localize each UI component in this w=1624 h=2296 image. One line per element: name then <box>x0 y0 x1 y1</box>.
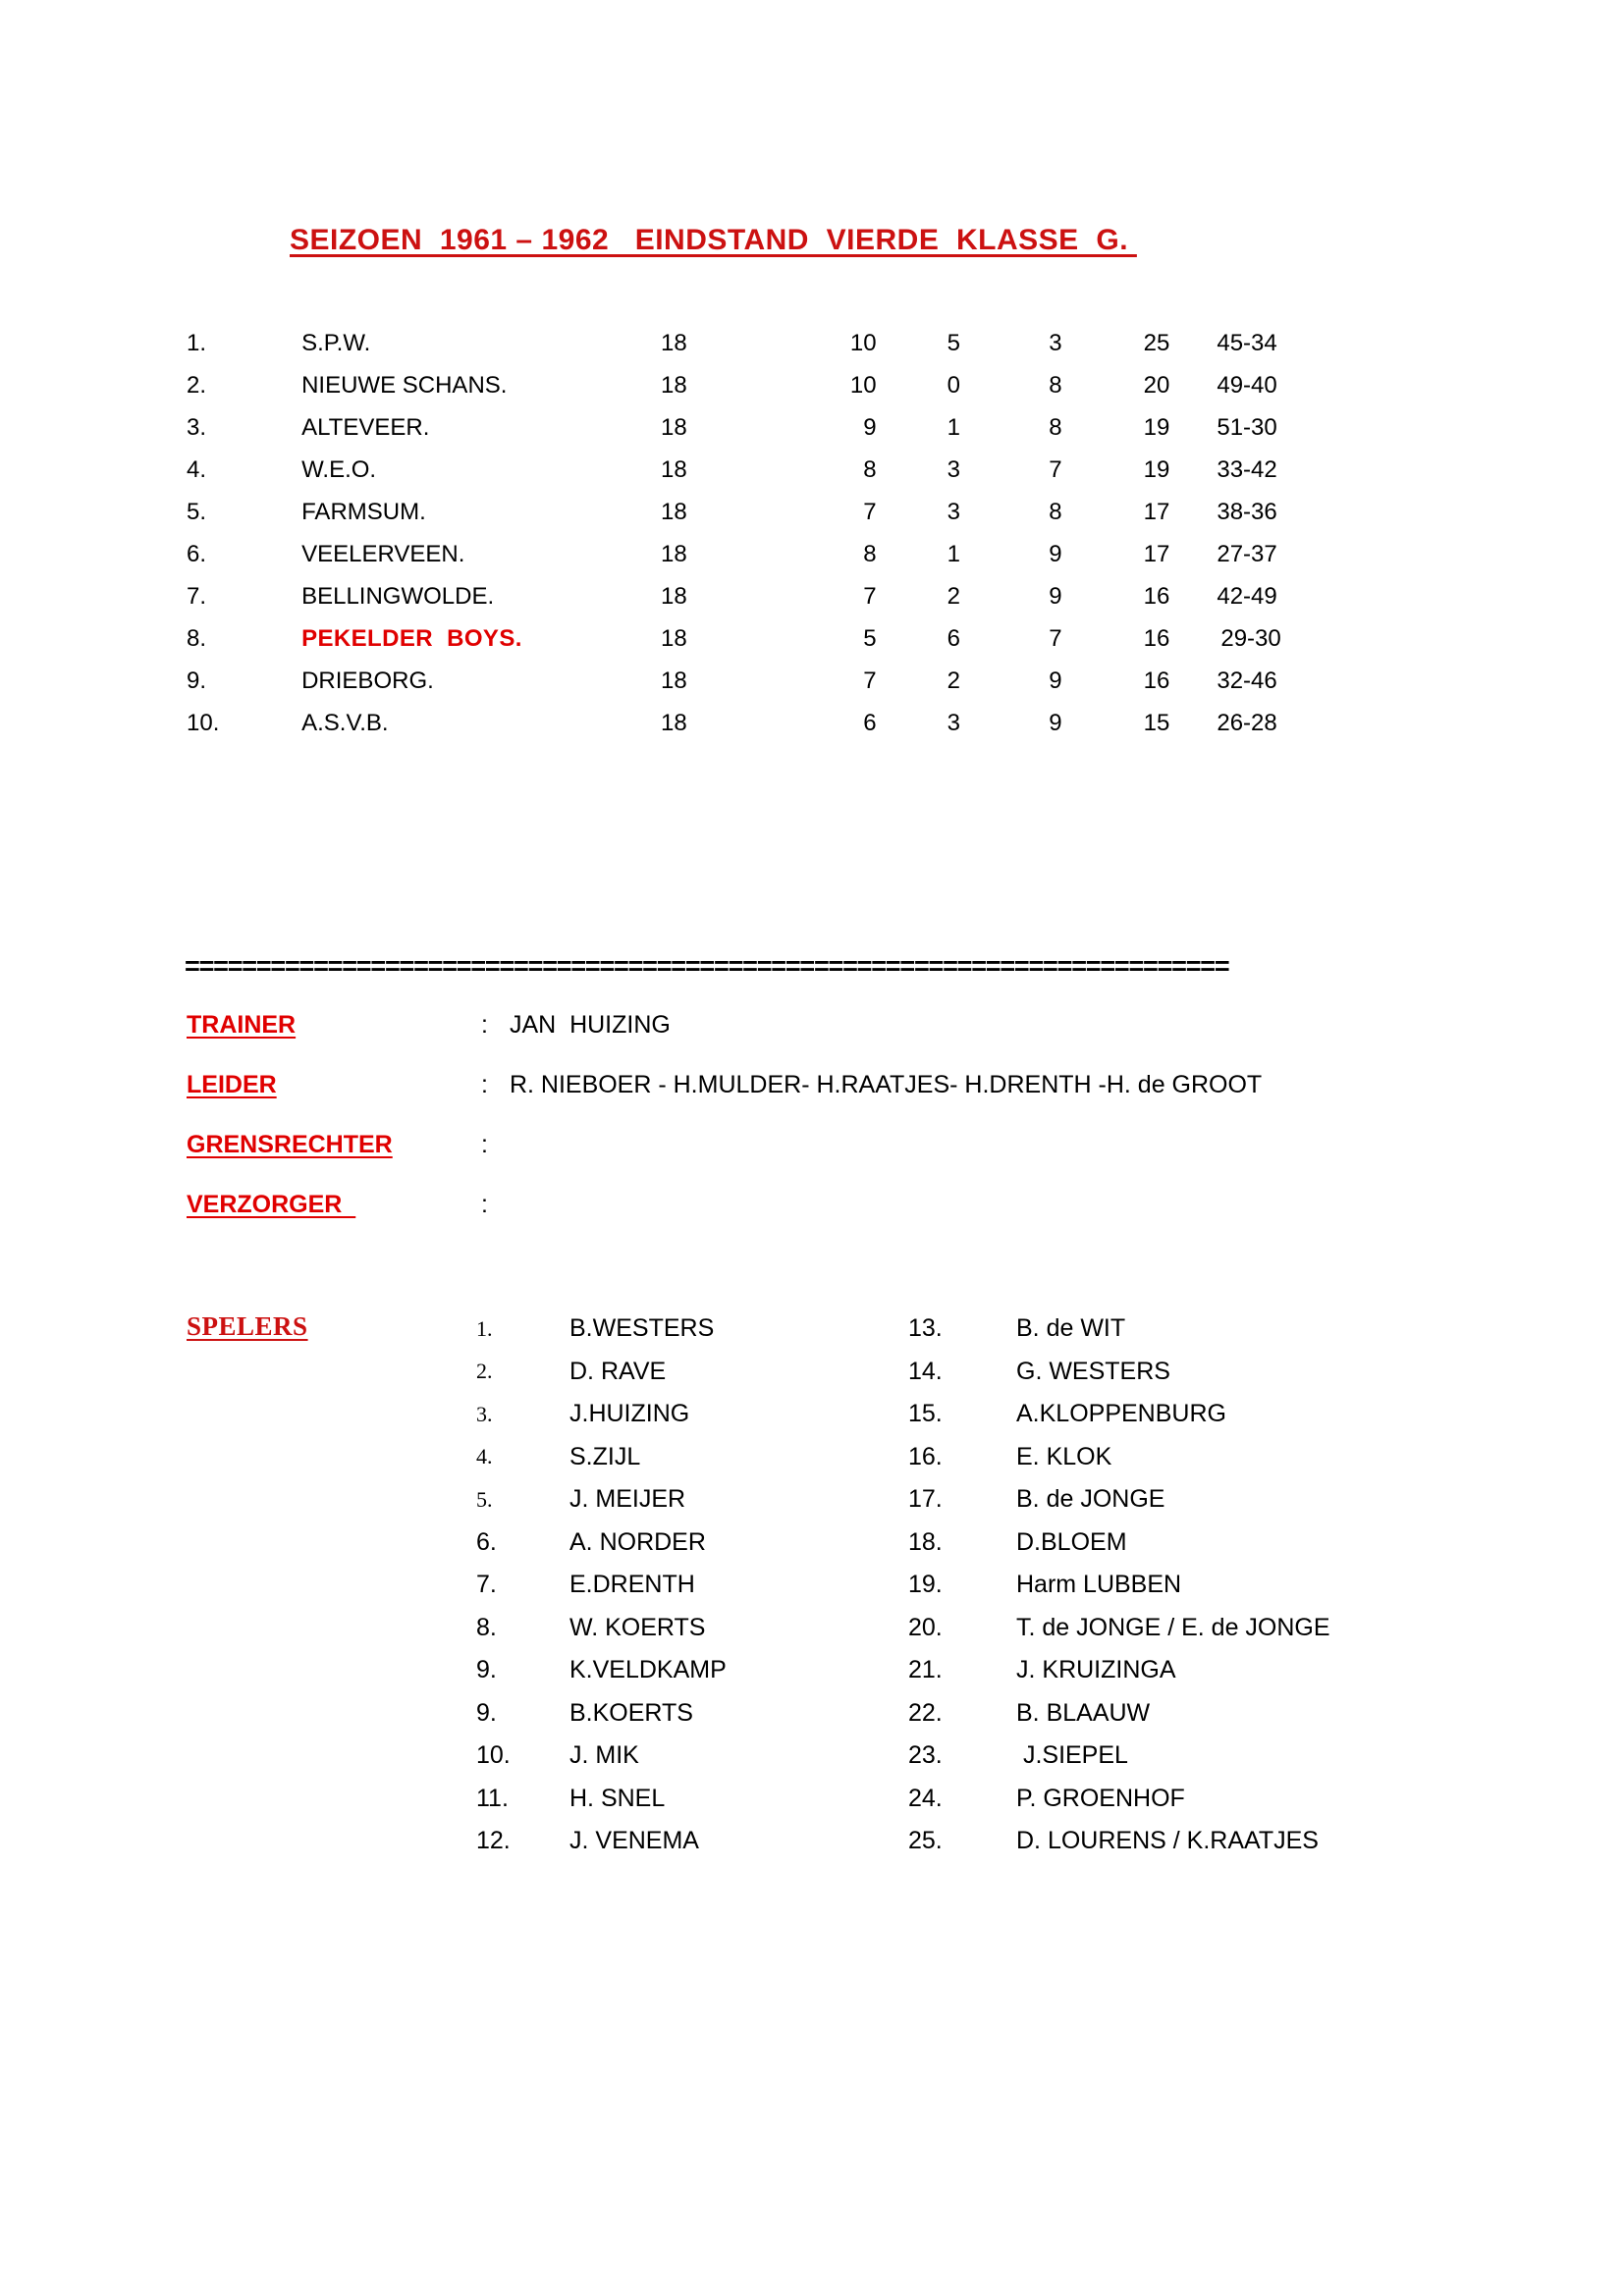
player-name-left: J. VENEMA <box>569 1827 699 1855</box>
standings-goals: 32-46 <box>1217 667 1277 694</box>
staff-label: GRENSRECHTER <box>187 1131 393 1158</box>
standings-points: 19 <box>1143 455 1170 483</box>
player-number-right: 15. <box>908 1400 943 1428</box>
player-number-left: 6. <box>476 1527 497 1556</box>
standings-lost: 8 <box>1049 413 1062 441</box>
standings-won: 6 <box>863 709 877 736</box>
standings-drawn: 3 <box>947 498 960 525</box>
staff-label: LEIDER <box>187 1071 277 1098</box>
table-row <box>187 575 1424 617</box>
standings-won: 10 <box>849 329 877 356</box>
players-table <box>476 1308 1458 1863</box>
standings-points: 15 <box>1143 709 1170 736</box>
list-item <box>476 1649 1458 1692</box>
player-name-left: K.VELDKAMP <box>569 1656 727 1684</box>
player-name-right: B. de JONGE <box>1016 1485 1165 1514</box>
standings-lost: 9 <box>1049 582 1062 610</box>
player-number-left: 4. <box>476 1444 493 1469</box>
standings-drawn: 1 <box>947 413 960 441</box>
standings-played: 18 <box>661 371 687 399</box>
player-number-right: 23. <box>908 1741 943 1770</box>
standings-points: 17 <box>1143 498 1170 525</box>
standings-goals: 49-40 <box>1217 371 1277 399</box>
player-number-right: 20. <box>908 1613 943 1641</box>
standings-played: 18 <box>661 329 687 356</box>
standings-team: W.E.O. <box>301 455 377 483</box>
standings-points: 20 <box>1143 371 1170 399</box>
player-number-left: 12. <box>476 1827 511 1855</box>
table-row <box>187 322 1424 364</box>
player-name-right: D. LOURENS / K.RAATJES <box>1016 1827 1319 1855</box>
standings-rank: 10. <box>187 709 220 736</box>
standings-rank: 2. <box>187 371 207 399</box>
standings-team: FARMSUM. <box>301 498 426 525</box>
player-name-left: E.DRENTH <box>569 1571 695 1599</box>
standings-team: PEKELDER BOYS. <box>301 624 522 652</box>
standings-points: 19 <box>1143 413 1170 441</box>
standings-won: 7 <box>863 498 877 525</box>
players-section-label: SPELERS <box>187 1311 308 1341</box>
player-name-right: Harm LUBBEN <box>1016 1571 1182 1599</box>
standings-won: 5 <box>863 624 877 652</box>
player-number-left: 2. <box>476 1359 493 1384</box>
list-item <box>476 1393 1458 1436</box>
player-name-left: H. SNEL <box>569 1784 666 1812</box>
standings-lost: 9 <box>1049 709 1062 736</box>
staff-row <box>187 1131 1463 1191</box>
staff-colon: : <box>481 1131 488 1158</box>
list-item <box>476 1692 1458 1735</box>
staff-section <box>187 1011 1463 1251</box>
standings-body <box>187 322 1424 744</box>
standings-lost: 7 <box>1049 624 1062 652</box>
player-name-left: J. MEIJER <box>569 1485 686 1514</box>
standings-played: 18 <box>661 540 687 567</box>
player-number-left: 11. <box>476 1784 509 1812</box>
standings-lost: 8 <box>1049 371 1062 399</box>
standings-points: 16 <box>1143 667 1170 694</box>
player-number-right: 17. <box>908 1485 943 1514</box>
standings-table <box>187 322 1424 744</box>
standings-drawn: 1 <box>947 540 960 567</box>
player-name-right: J. KRUIZINGA <box>1016 1656 1176 1684</box>
player-name-right: E. KLOK <box>1016 1442 1112 1470</box>
list-item <box>476 1478 1458 1522</box>
table-row <box>187 406 1424 449</box>
staff-label: TRAINER <box>187 1011 297 1039</box>
list-item <box>476 1735 1458 1778</box>
table-row <box>187 702 1424 744</box>
player-name-left: D. RAVE <box>569 1357 667 1385</box>
standings-won: 8 <box>863 455 877 483</box>
standings-goals: 33-42 <box>1217 455 1277 483</box>
staff-row <box>187 1191 1463 1251</box>
player-number-right: 22. <box>908 1698 943 1727</box>
standings-won: 7 <box>863 667 877 694</box>
player-name-right: B. de WIT <box>1016 1314 1126 1343</box>
standings-rank: 8. <box>187 624 207 652</box>
standings-rank: 9. <box>187 667 207 694</box>
standings-rank: 5. <box>187 498 207 525</box>
player-number-right: 25. <box>908 1827 943 1855</box>
standings-goals: 26-28 <box>1217 709 1277 736</box>
player-name-right: D.BLOEM <box>1016 1527 1127 1556</box>
list-item <box>476 1607 1458 1650</box>
standings-won: 7 <box>863 582 877 610</box>
staff-row <box>187 1071 1463 1131</box>
player-number-left: 5. <box>476 1486 493 1512</box>
standings-played: 18 <box>661 455 687 483</box>
standings-drawn: 5 <box>947 329 960 356</box>
standings-points: 16 <box>1143 582 1170 610</box>
player-number-right: 21. <box>908 1656 943 1684</box>
player-name-right: T. de JONGE / E. de JONGE <box>1016 1613 1330 1641</box>
standings-drawn: 3 <box>947 709 960 736</box>
staff-colon: : <box>481 1191 488 1218</box>
standings-drawn: 0 <box>947 371 960 399</box>
list-item <box>476 1564 1458 1607</box>
player-name-left: W. KOERTS <box>569 1613 706 1641</box>
staff-label: VERZORGER <box>187 1191 356 1218</box>
list-item <box>476 1522 1458 1565</box>
standings-drawn: 2 <box>947 582 960 610</box>
standings-team: BELLINGWOLDE. <box>301 582 495 610</box>
list-item <box>476 1308 1458 1351</box>
player-number-left: 10. <box>476 1741 511 1770</box>
player-number-right: 13. <box>908 1314 943 1343</box>
standings-rank: 1. <box>187 329 207 356</box>
player-number-left: 3. <box>476 1401 493 1426</box>
player-number-left: 9. <box>476 1698 497 1727</box>
standings-played: 18 <box>661 709 687 736</box>
player-name-right: J.SIEPEL <box>1016 1741 1128 1770</box>
player-number-right: 19. <box>908 1571 943 1599</box>
player-number-left: 8. <box>476 1613 497 1641</box>
standings-lost: 9 <box>1049 540 1062 567</box>
standings-drawn: 6 <box>947 624 960 652</box>
staff-colon: : <box>481 1011 488 1039</box>
player-number-left: 9. <box>476 1656 497 1684</box>
standings-drawn: 3 <box>947 455 960 483</box>
standings-drawn: 2 <box>947 667 960 694</box>
player-number-right: 18. <box>908 1527 943 1556</box>
staff-colon: : <box>481 1071 488 1098</box>
player-name-left: A. NORDER <box>569 1527 706 1556</box>
standings-rank: 3. <box>187 413 207 441</box>
standings-goals: 27-37 <box>1217 540 1277 567</box>
standings-played: 18 <box>661 413 687 441</box>
players-body <box>476 1308 1458 1863</box>
standings-won: 10 <box>849 371 877 399</box>
standings-team: VEELERVEEN. <box>301 540 465 567</box>
standings-played: 18 <box>661 582 687 610</box>
list-item <box>476 1820 1458 1863</box>
standings-won: 9 <box>863 413 877 441</box>
standings-goals: 42-49 <box>1217 582 1277 610</box>
player-number-right: 16. <box>908 1442 943 1470</box>
table-row <box>187 364 1424 406</box>
player-number-right: 14. <box>908 1357 943 1385</box>
table-row <box>187 449 1424 491</box>
player-name-left: J.HUIZING <box>569 1400 690 1428</box>
staff-value: R. NIEBOER - H.MULDER- H.RAATJES- H.DRENTH -H. de GROOT <box>503 1071 1263 1098</box>
staff-row <box>187 1011 1463 1071</box>
standings-lost: 7 <box>1049 455 1062 483</box>
standings-goals: 38-36 <box>1217 498 1277 525</box>
section-separator: ========================================================================= <box>185 956 1229 976</box>
standings-points: 25 <box>1143 329 1170 356</box>
page-title: SEIZOEN 1961 – 1962 EINDSTAND VIERDE KLASSE G. <box>290 224 1137 256</box>
list-item <box>476 1778 1458 1821</box>
standings-rank: 7. <box>187 582 207 610</box>
player-name-left: B.WESTERS <box>569 1314 715 1343</box>
standings-team: A.S.V.B. <box>301 709 389 736</box>
player-name-right: A.KLOPPENBURG <box>1016 1400 1226 1428</box>
staff-value: JAN HUIZING <box>503 1011 671 1039</box>
standings-played: 18 <box>661 624 687 652</box>
table-row <box>187 533 1424 575</box>
player-name-right: B. BLAAUW <box>1016 1698 1151 1727</box>
standings-team: S.P.W. <box>301 329 371 356</box>
table-row <box>187 660 1424 702</box>
standings-rank: 4. <box>187 455 207 483</box>
standings-lost: 3 <box>1049 329 1062 356</box>
standings-won: 8 <box>863 540 877 567</box>
list-item <box>476 1351 1458 1394</box>
player-number-right: 24. <box>908 1784 943 1812</box>
standings-points: 17 <box>1143 540 1170 567</box>
player-name-left: J. MIK <box>569 1741 639 1770</box>
player-name-left: S.ZIJL <box>569 1442 641 1470</box>
standings-played: 18 <box>661 498 687 525</box>
standings-team: NIEUWE SCHANS. <box>301 371 508 399</box>
player-name-right: P. GROENHOF <box>1016 1784 1185 1812</box>
standings-goals: 51-30 <box>1217 413 1277 441</box>
standings-lost: 9 <box>1049 667 1062 694</box>
standings-team: ALTEVEER. <box>301 413 430 441</box>
standings-points: 16 <box>1143 624 1170 652</box>
player-number-left: 7. <box>476 1571 497 1599</box>
list-item <box>476 1436 1458 1479</box>
player-name-right: G. WESTERS <box>1016 1357 1170 1385</box>
player-name-left: B.KOERTS <box>569 1698 693 1727</box>
standings-rank: 6. <box>187 540 207 567</box>
standings-team: DRIEBORG. <box>301 667 434 694</box>
standings-played: 18 <box>661 667 687 694</box>
standings-lost: 8 <box>1049 498 1062 525</box>
standings-goals: 45-34 <box>1217 329 1277 356</box>
standings-goals: 29-30 <box>1220 624 1281 652</box>
player-number-left: 1. <box>476 1315 493 1341</box>
table-row <box>187 617 1424 660</box>
table-row <box>187 491 1424 533</box>
